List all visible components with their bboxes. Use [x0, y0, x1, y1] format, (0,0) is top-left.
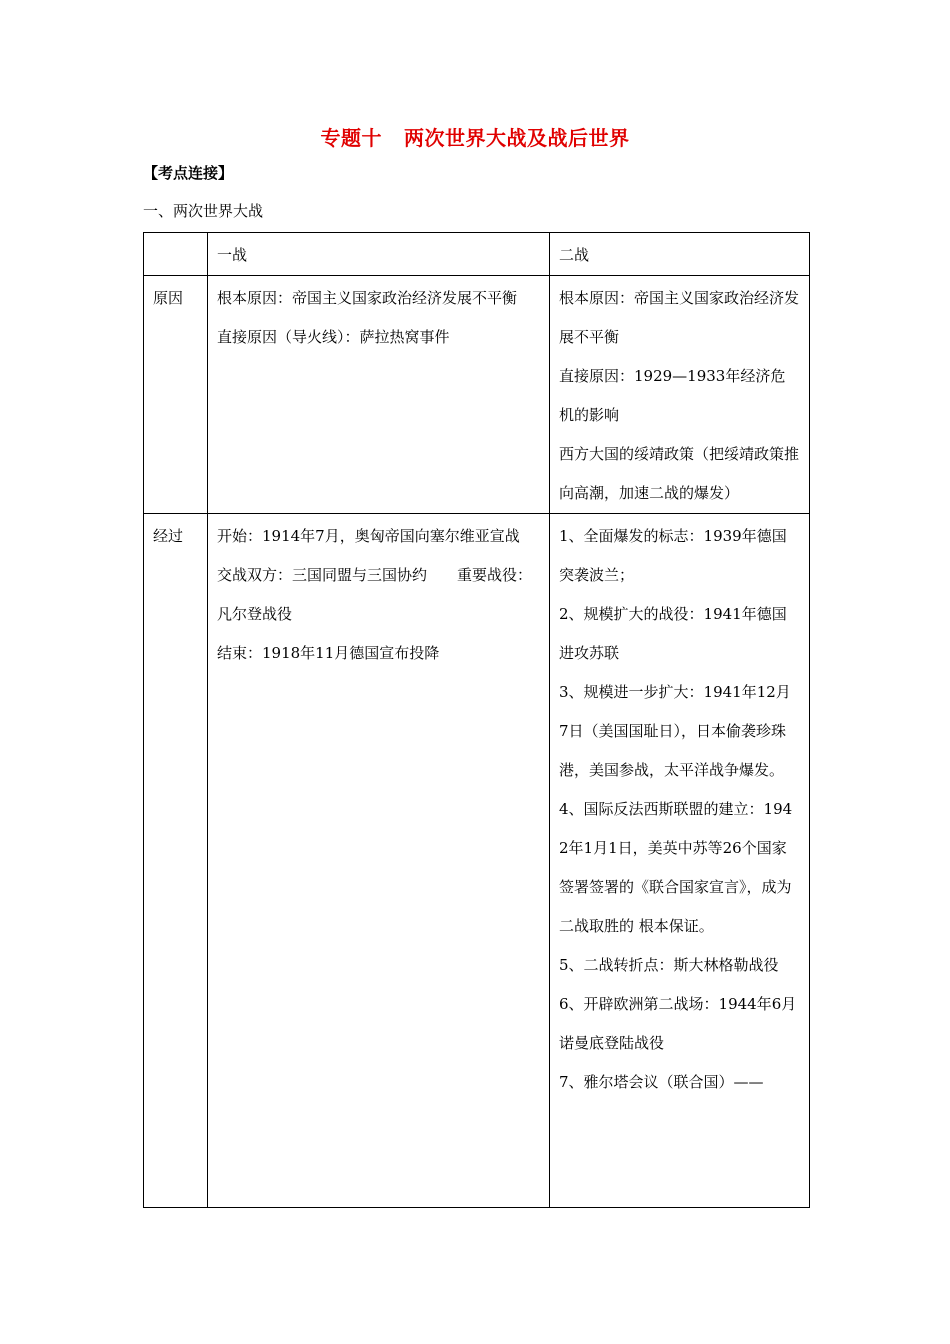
header-cell-empty [144, 233, 208, 276]
row-label-course: 经过 [144, 514, 208, 1208]
cell-text: 6、开辟欧洲第二战场：1944年6月诺曼底登陆战役 [559, 995, 797, 1052]
cell-text: 开始：1914年7月，奥匈帝国向塞尔维亚宣战 [217, 527, 520, 545]
subsection-heading: 一、两次世界大战 [143, 202, 264, 220]
row-label-cause: 原因 [144, 276, 208, 514]
course-ww1-cell [208, 514, 550, 1208]
cause-ww1-cell [208, 276, 550, 514]
cell-text: 根本原因：帝国主义国家政治经济发展不平衡 [559, 289, 800, 346]
cause-ww2-cell [550, 276, 810, 514]
cell-text: 西方大国的绥靖政策（把绥靖政策推向高潮，加速二战的爆发） [559, 445, 800, 502]
war-comparison-table [143, 232, 810, 1208]
cell-text: 直接原因（导火线）：萨拉热窝事件 [217, 328, 450, 346]
table-row [144, 276, 810, 514]
page-title [0, 122, 950, 151]
cell-text: 7、雅尔塔会议（联合国）—— [559, 1073, 764, 1091]
cell-text: 3、规模进一步扩大：1941年12月7日（美国国耻日），日本偷袭珍珠港，美国参战，太平洋战争爆发。 [559, 683, 791, 779]
cell-text: 交战双方：三国同盟与三国协约 重要战役：凡尔登战役 [217, 566, 533, 623]
title-topic-number: 专题十 [320, 126, 382, 150]
header-cell-ww1: 一战 [208, 233, 550, 276]
cell-text: 4、国际反法西斯联盟的建立：1942年1月1日，美英中苏等26个国家签署签署的《联合国家宣言》，成为二战取胜的 根本保证。 [559, 800, 793, 935]
cell-text: 直接原因：1929—1933年经济危机的影响 [559, 367, 786, 424]
cell-text: 根本原因：帝国主义国家政治经济发展不平衡 [217, 289, 518, 307]
cell-text: 结束：1918年11月德国宣布投降 [217, 644, 440, 662]
title-topic-name: 两次世界大战及战后世界 [404, 126, 630, 150]
cell-text: 1、全面爆发的标志：1939年德国突袭波兰； [559, 527, 787, 584]
cell-text: 2、规模扩大的战役：1941年德国进攻苏联 [559, 605, 787, 662]
table-row [144, 514, 810, 1208]
header-cell-ww2: 二战 [550, 233, 810, 276]
section-label: 【考点连接】 [143, 164, 234, 182]
table-header-row [144, 233, 810, 276]
cell-text: 5、二战转折点：斯大林格勒战役 [559, 956, 779, 974]
course-ww2-cell [550, 514, 810, 1208]
